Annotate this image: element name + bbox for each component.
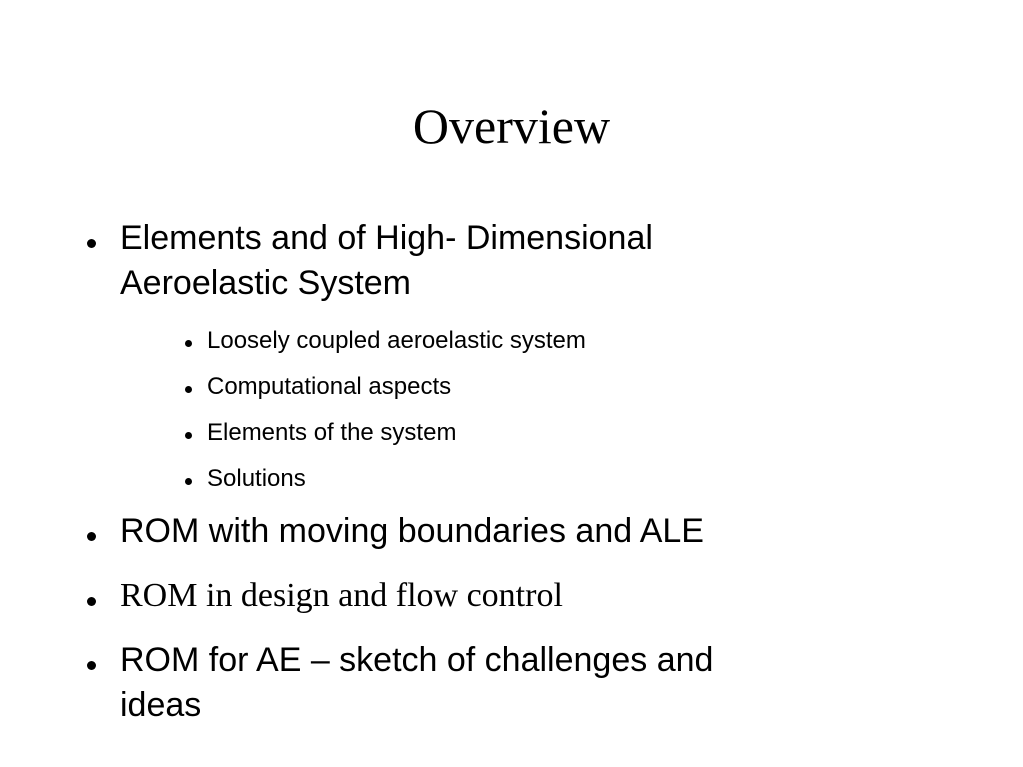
bullet-item-1-line-2: Aeroelastic System xyxy=(120,264,411,302)
bullet-item-4-line-2: ideas xyxy=(120,686,202,724)
bullet-item-4-line-1: ROM for AE – sketch of challenges and xyxy=(120,641,714,679)
bullet-dot-1 xyxy=(87,239,96,248)
sub-bullet-dot-2 xyxy=(185,386,192,393)
sub-bullet-item-2: Computational aspects xyxy=(207,373,452,400)
slide-title: Overview xyxy=(412,98,611,154)
sub-bullet-dot-4 xyxy=(185,478,192,485)
sub-bullet-item-4: Solutions xyxy=(207,465,306,492)
bullet-item-3: ROM in design and flow control xyxy=(120,577,563,614)
bullet-item-1-line-1: Elements and of High- Dimensional xyxy=(120,219,653,257)
bullet-item-2: ROM with moving boundaries and ALE xyxy=(120,512,704,550)
bullet-dot-3 xyxy=(87,597,96,606)
sub-bullet-item-3: Elements of the system xyxy=(207,419,457,446)
sub-bullet-dot-3 xyxy=(185,432,192,439)
sub-bullet-dot-1 xyxy=(185,340,192,347)
bullet-dot-2 xyxy=(87,532,96,541)
bullet-dot-4 xyxy=(87,661,96,670)
sub-bullet-item-1: Loosely coupled aeroelastic system xyxy=(207,327,586,354)
